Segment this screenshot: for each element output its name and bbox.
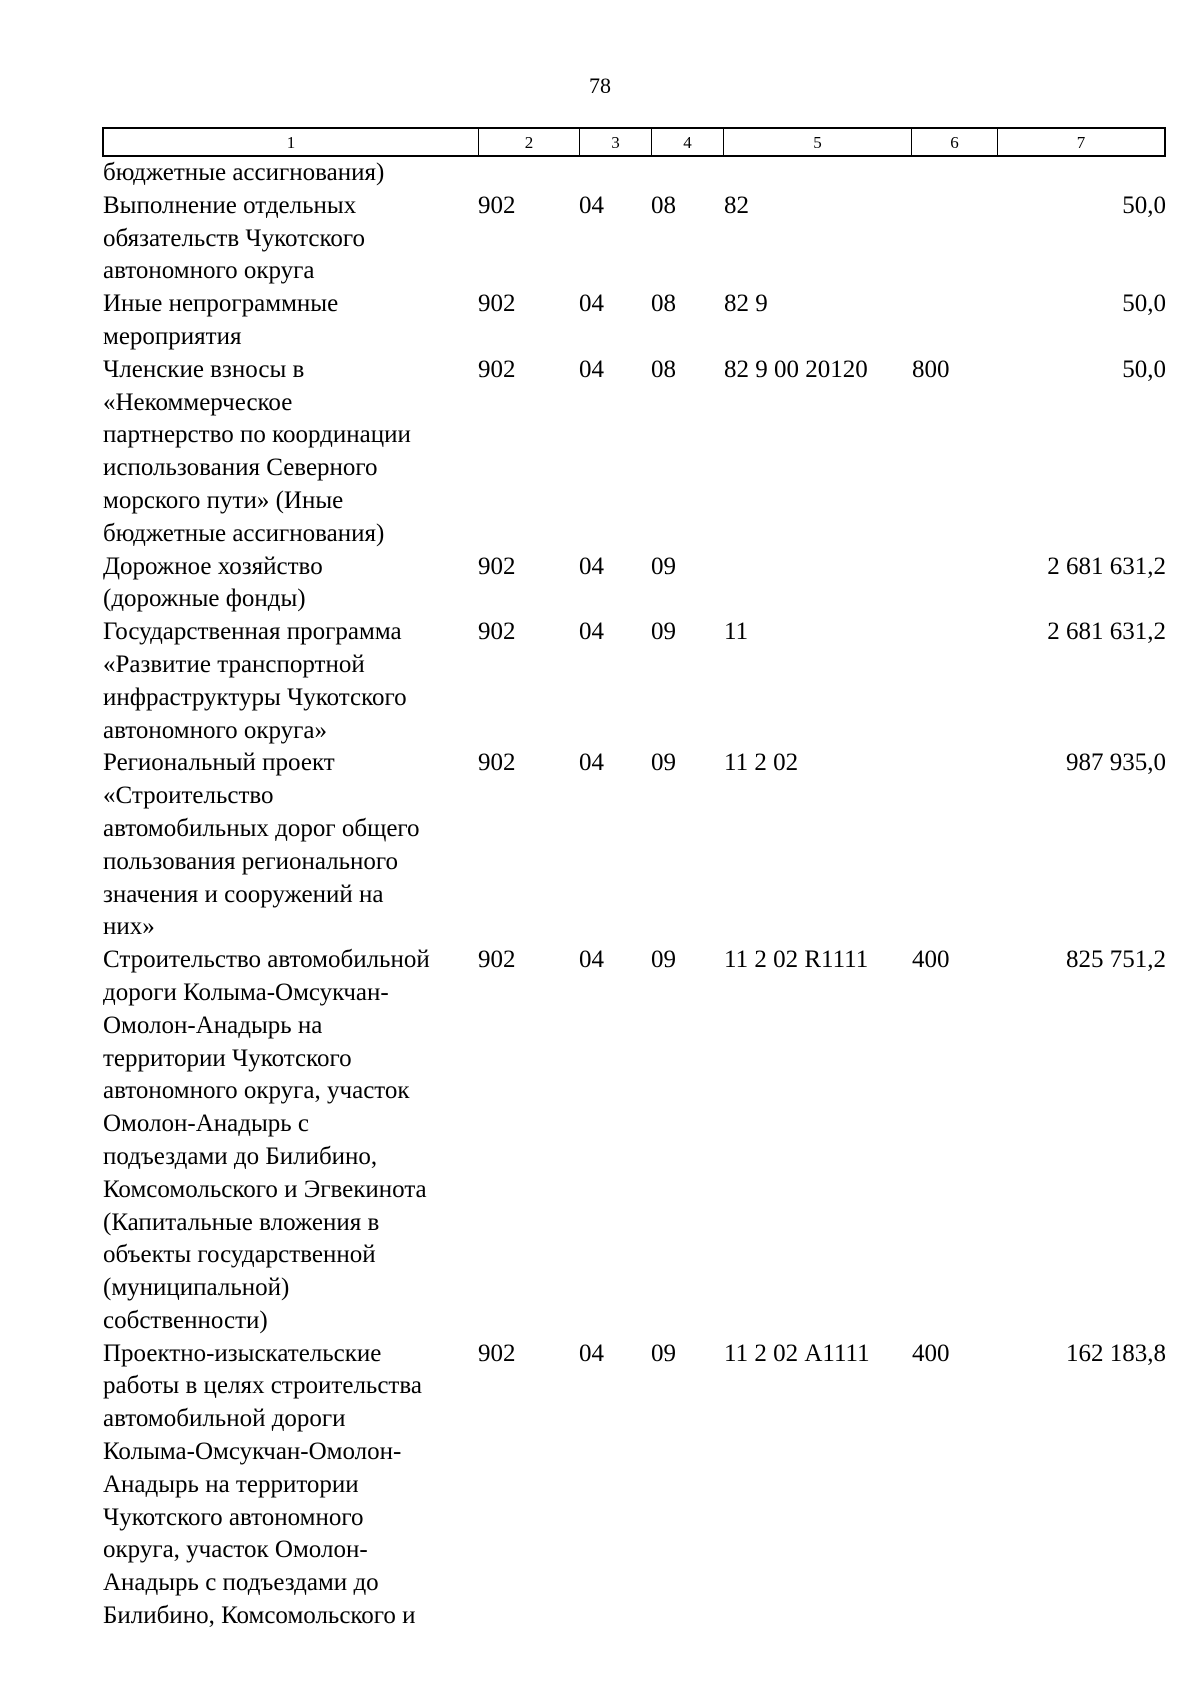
cell-name: Выполнение отдельных обязательств Чукотского автономного округа — [103, 191, 366, 285]
cell-expense-type: 800 — [912, 355, 950, 383]
table-row — [102, 551, 1166, 617]
table-header — [102, 127, 1166, 157]
cell-expense-type — [910, 747, 996, 944]
cell-expense-type — [910, 551, 996, 617]
cell-section: 04 — [579, 1339, 604, 1367]
cell-section: 04 — [579, 618, 604, 646]
cell-name: Дорожное хозяйство (дорожные фонды) — [103, 552, 323, 613]
cell-admin-code: 902 — [478, 618, 516, 646]
cell-target-article: 82 9 — [724, 290, 768, 318]
cell-expense-type: 400 — [912, 1339, 950, 1367]
header-col-5: 5 — [724, 129, 912, 155]
cell-admin-code: 902 — [478, 1339, 516, 1367]
table-row — [102, 288, 1166, 354]
cell-subsection — [650, 157, 722, 190]
header-col-2: 2 — [479, 129, 580, 155]
cell-name: Членские взносы в «Некоммерческое партнерство по координации использования Северного морского пути» (Иные бюджетные ассигнования) — [103, 355, 411, 547]
cell-name: бюджетные ассигнования) — [103, 159, 385, 186]
table-row — [102, 747, 1166, 944]
header-col-4: 4 — [652, 129, 724, 155]
cell-subsection: 09 — [651, 749, 676, 777]
cell-name: Проектно-изыскательские работы в целях строительства автомобильной дороги Колыма-Омсукчан-Омолон- Анадырь на территории Чукотского автономного округа, участок Омолон- Анадырь с подъездами до Билибино, Комсомольского и — [103, 1339, 422, 1630]
cell-admin-code: 902 — [478, 191, 516, 219]
cell-expense-type — [910, 190, 996, 288]
cell-expense-type — [910, 288, 996, 354]
cell-subsection: 08 — [651, 290, 676, 318]
table-row — [102, 190, 1166, 288]
cell-target-article: 11 2 02 R1111 — [724, 946, 869, 974]
cell-name: Иные непрограммные мероприятия — [103, 290, 339, 350]
cell-admin-code — [477, 157, 578, 190]
cell-expense-type — [910, 616, 996, 747]
cell-section: 04 — [579, 355, 604, 383]
cell-subsection: 09 — [651, 552, 676, 580]
table-row — [102, 616, 1166, 747]
cell-subsection: 09 — [651, 946, 676, 974]
cell-amount: 50,0 — [1122, 355, 1166, 383]
cell-target-article: 11 — [724, 618, 749, 646]
cell-section: 04 — [579, 749, 604, 777]
cell-target-article: 11 2 02 — [724, 749, 799, 777]
cell-amount — [996, 157, 1166, 190]
table-row — [102, 354, 1166, 551]
cell-section — [578, 157, 650, 190]
cell-name: Региональный проект «Строительство автомобильных дорог общего пользования регионального значения и сооружений на них» — [103, 749, 420, 941]
cell-target-article — [722, 551, 910, 617]
cell-name: Государственная программа «Развитие транспортной инфраструктуры Чукотского автономного округа» — [103, 618, 407, 744]
cell-name: Строительство автомобильной дороги Колыма-Омсукчан- Омолон-Анадырь на территории Чукотского автономного округа, участок Омолон-Анадырь с подъездами до Билибино, Комсомольского и Эгвекинота (Капитальные вложения в объекты государственной (муниципальной) собственности) — [103, 946, 430, 1334]
cell-amount: 50,0 — [1122, 290, 1166, 318]
cell-admin-code: 902 — [478, 552, 516, 580]
cell-section: 04 — [579, 552, 604, 580]
table-row — [102, 157, 1166, 190]
cell-expense-type — [910, 157, 996, 190]
cell-section: 04 — [579, 290, 604, 318]
cell-target-article — [722, 157, 910, 190]
table-row — [102, 944, 1166, 1338]
cell-section: 04 — [579, 191, 604, 219]
cell-amount: 2 681 631,2 — [1047, 552, 1166, 580]
cell-target-article: 11 2 02 А1111 — [724, 1339, 870, 1367]
cell-admin-code: 902 — [478, 946, 516, 974]
header-col-7: 7 — [1076, 133, 1086, 152]
budget-table-body — [102, 157, 1166, 1633]
cell-amount: 50,0 — [1122, 191, 1166, 219]
cell-admin-code: 902 — [478, 749, 516, 777]
table-row — [102, 1338, 1166, 1633]
cell-expense-type: 400 — [912, 946, 950, 974]
cell-subsection: 09 — [651, 1339, 676, 1367]
page-number: 78 — [589, 73, 611, 98]
cell-subsection: 09 — [651, 618, 676, 646]
cell-admin-code: 902 — [478, 290, 516, 318]
header-col-1: 1 — [104, 129, 479, 155]
cell-section: 04 — [579, 946, 604, 974]
cell-amount: 987 935,0 — [1066, 749, 1166, 777]
cell-subsection: 08 — [651, 191, 676, 219]
header-col-6: 6 — [912, 129, 998, 155]
cell-amount: 162 183,8 — [1066, 1339, 1166, 1367]
header-col-3: 3 — [580, 129, 652, 155]
cell-amount: 825 751,2 — [1066, 946, 1166, 974]
cell-amount: 2 681 631,2 — [1047, 618, 1166, 646]
cell-target-article: 82 — [724, 191, 749, 219]
cell-target-article: 82 9 00 20120 — [724, 355, 868, 383]
cell-admin-code: 902 — [478, 355, 516, 383]
cell-subsection: 08 — [651, 355, 676, 383]
